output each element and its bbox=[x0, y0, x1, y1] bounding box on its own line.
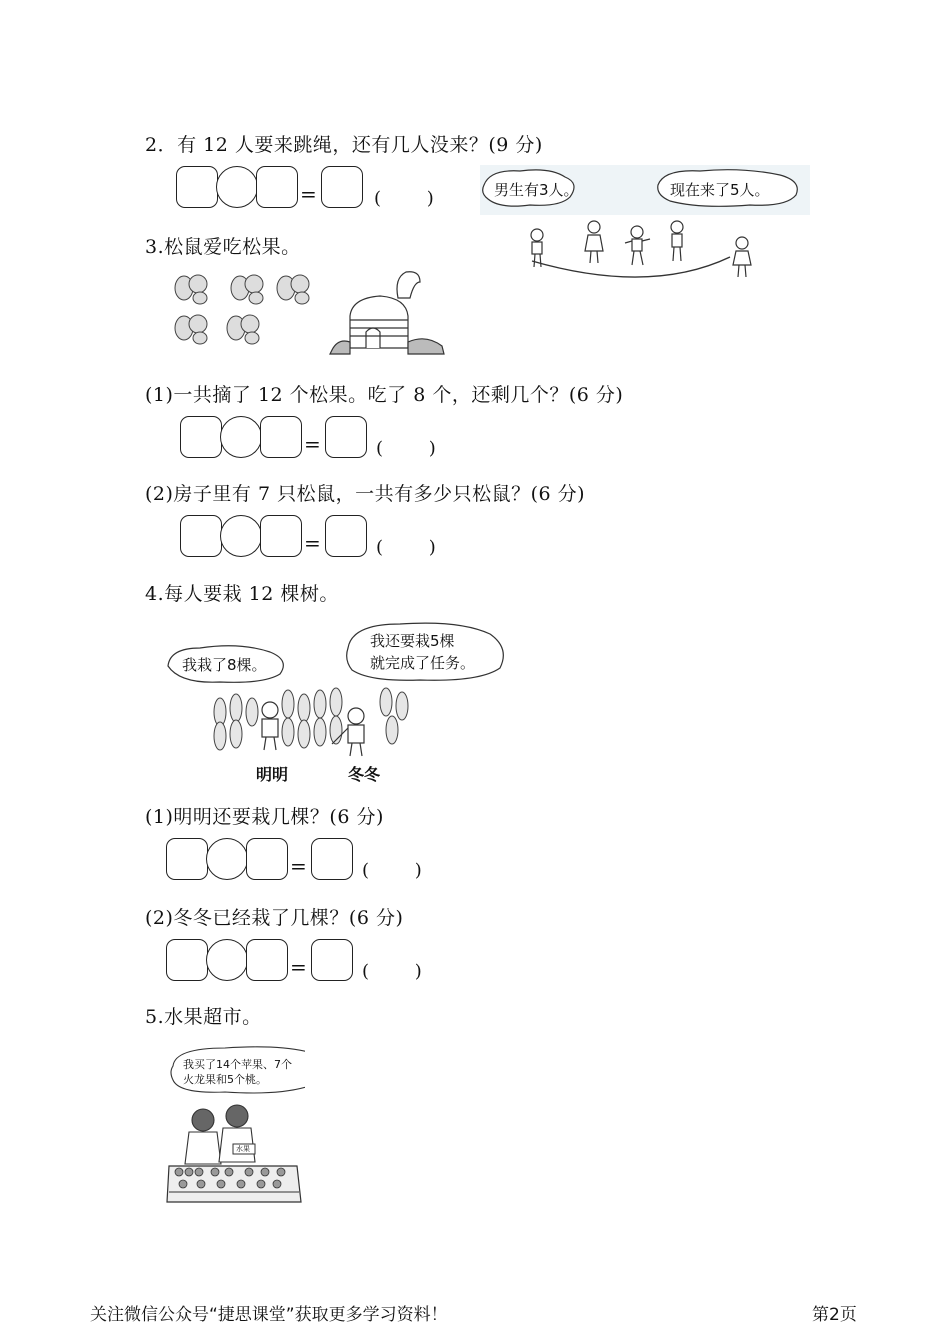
footer-promo: 关注微信公众号“捷思课堂”获取更多学习资料！ bbox=[90, 1305, 448, 1325]
answer-box[interactable] bbox=[311, 939, 353, 981]
q3-sub1: (1)一共摘了 12 个松果。吃了 8 个，还剩几个？(6 分) bbox=[145, 384, 624, 406]
boy-head-icon bbox=[348, 708, 364, 724]
operator-circle[interactable] bbox=[216, 166, 258, 208]
operator-circle[interactable] bbox=[206, 939, 248, 981]
squirrel-icon bbox=[175, 275, 207, 304]
q4-title: 4.每人要栽 12 棵树。 bbox=[145, 583, 339, 605]
squirrels-drawing bbox=[170, 268, 450, 358]
unit-paren[interactable]: ( ) bbox=[362, 961, 422, 982]
jump-rope-illustration bbox=[480, 165, 810, 285]
q3-sub2: (2)房子里有 7 只松鼠，一共有多少只松鼠？(6 分) bbox=[145, 483, 586, 505]
woman-head-icon bbox=[192, 1109, 214, 1131]
answer-box[interactable] bbox=[166, 838, 208, 880]
unit-paren[interactable]: ( ) bbox=[376, 537, 436, 558]
answer-box[interactable] bbox=[256, 166, 298, 208]
answer-box[interactable] bbox=[311, 838, 353, 880]
tree-planting-illustration bbox=[160, 618, 530, 788]
answer-box[interactable] bbox=[325, 416, 367, 458]
equals-sign: = bbox=[304, 531, 321, 555]
name-label-left: 明明 bbox=[256, 765, 289, 784]
answer-box[interactable] bbox=[166, 939, 208, 981]
equals-sign: = bbox=[300, 182, 317, 206]
q5-title: 5.水果超市。 bbox=[145, 1006, 262, 1028]
operator-circle[interactable] bbox=[220, 515, 262, 557]
unit-paren[interactable]: ( ) bbox=[362, 860, 422, 881]
unit-paren[interactable]: ( ) bbox=[374, 188, 434, 209]
squirrel-icon bbox=[175, 315, 207, 344]
equals-sign: = bbox=[290, 854, 307, 878]
q3-title: 3.松鼠爱吃松果。 bbox=[145, 236, 301, 258]
page-number: 第2页 bbox=[812, 1305, 857, 1325]
tree-planting-drawing bbox=[160, 618, 530, 788]
stall-sign: 水果 bbox=[236, 1145, 250, 1153]
squirrel-icon bbox=[231, 275, 263, 304]
q2-text: 2．有 12 人要来跳绳，还有几人没来？(9 分) bbox=[145, 134, 543, 156]
answer-box[interactable] bbox=[246, 939, 288, 981]
bubble-text-right-1: 我还要栽5棵 bbox=[370, 632, 455, 650]
equals-sign: = bbox=[290, 955, 307, 979]
equals-sign: = bbox=[304, 432, 321, 456]
squirrels-house-illustration bbox=[170, 268, 450, 358]
bubble-text-right-2: 就完成了任务。 bbox=[370, 654, 476, 672]
q4-sub2: (2)冬冬已经栽了几棵？(6 分) bbox=[145, 907, 404, 929]
bubble-text-1: 我买了14个苹果、7个 bbox=[183, 1058, 292, 1071]
bubble-text-right: 现在来了5人。 bbox=[670, 181, 770, 199]
woman-head-icon bbox=[226, 1105, 248, 1127]
operator-circle[interactable] bbox=[220, 416, 262, 458]
bubble-text-left: 男生有3人。 bbox=[494, 181, 579, 199]
answer-box[interactable] bbox=[260, 515, 302, 557]
boy-head-icon bbox=[262, 702, 278, 718]
unit-paren[interactable]: ( ) bbox=[376, 438, 436, 459]
answer-box[interactable] bbox=[321, 166, 363, 208]
squirrel-icon bbox=[227, 315, 259, 344]
answer-box[interactable] bbox=[176, 166, 218, 208]
operator-circle[interactable] bbox=[206, 838, 248, 880]
answer-box[interactable] bbox=[246, 838, 288, 880]
answer-box[interactable] bbox=[180, 515, 222, 557]
squirrel-icon bbox=[277, 275, 309, 304]
name-label-right: 冬冬 bbox=[348, 765, 381, 784]
house-icon bbox=[330, 272, 444, 354]
fruit-market-illustration bbox=[165, 1040, 305, 1206]
answer-box[interactable] bbox=[180, 416, 222, 458]
bubble-text-2: 火龙果和5个桃。 bbox=[183, 1073, 267, 1086]
bubble-text-left: 我栽了8棵。 bbox=[182, 656, 267, 674]
q4-sub1: (1)明明还要栽几棵？(6 分) bbox=[145, 806, 384, 828]
answer-box[interactable] bbox=[260, 416, 302, 458]
answer-box[interactable] bbox=[325, 515, 367, 557]
